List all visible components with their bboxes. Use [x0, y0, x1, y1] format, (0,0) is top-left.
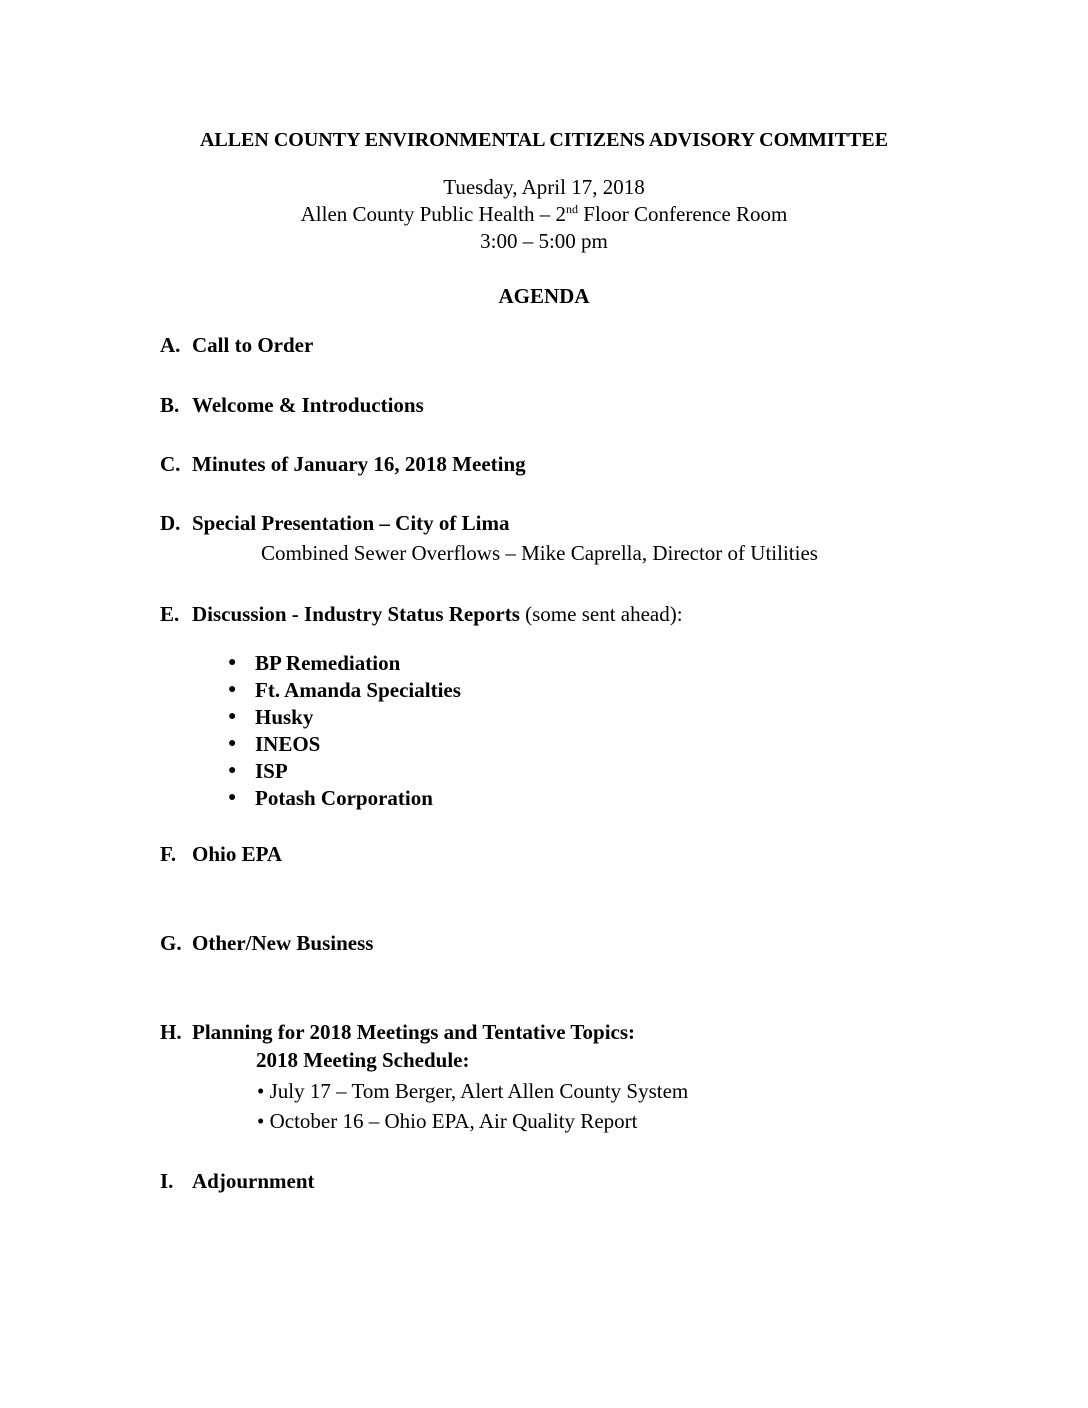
- item-letter: H.: [160, 1020, 182, 1044]
- bullet-text: ISP: [255, 759, 288, 783]
- location-prefix: Allen County Public Health – 2: [300, 202, 567, 226]
- item-letter: C.: [160, 452, 181, 476]
- item-letter: I.: [160, 1169, 174, 1193]
- meeting-time: 3:00 – 5:00 pm: [480, 229, 608, 253]
- item-letter: F.: [160, 842, 177, 866]
- meeting-location: [0, 202, 1088, 227]
- bullet-text: Ft. Amanda Specialties: [255, 678, 461, 702]
- bullet-text: INEOS: [255, 732, 321, 756]
- item-note: (some sent ahead):: [519, 602, 683, 626]
- item-label: [192, 602, 683, 627]
- committee-title: ALLEN COUNTY ENVIRONMENTAL CITIZENS ADVISORY COMMITTEE: [199, 129, 889, 151]
- item-label: Call to Order: [192, 333, 314, 357]
- item-label: Other/New Business: [192, 931, 374, 955]
- bullet-text: Husky: [255, 705, 314, 729]
- item-label: Special Presentation – City of Lima: [192, 511, 510, 535]
- item-letter: G.: [160, 931, 182, 955]
- location-suffix: Floor Conference Room: [578, 202, 788, 226]
- schedule-item: • July 17 – Tom Berger, Alert Allen County System: [257, 1079, 689, 1103]
- item-letter: E.: [160, 602, 180, 626]
- meeting-date: Tuesday, April 17, 2018: [443, 175, 645, 199]
- bullet-icon: ●: [228, 682, 237, 697]
- bullet-icon: ●: [228, 709, 237, 724]
- item-label: Welcome & Introductions: [192, 393, 424, 417]
- bullet-icon: ●: [228, 655, 237, 670]
- bullet-icon: ●: [228, 790, 237, 805]
- schedule-item: • October 16 – Ohio EPA, Air Quality Report: [257, 1109, 638, 1133]
- item-label: Ohio EPA: [192, 842, 283, 866]
- bullet-text: BP Remediation: [255, 651, 401, 675]
- agenda-heading: AGENDA: [498, 284, 590, 308]
- bullet-text: Potash Corporation: [255, 786, 433, 810]
- schedule-heading: 2018 Meeting Schedule:: [256, 1048, 470, 1072]
- bullet-icon: ●: [228, 763, 237, 778]
- item-label: Adjournment: [192, 1169, 315, 1193]
- item-letter: D.: [160, 511, 181, 535]
- location-superscript: nd: [566, 202, 579, 216]
- item-label: Minutes of January 16, 2018 Meeting: [192, 452, 526, 476]
- bullet-icon: ●: [228, 736, 237, 751]
- item-label: Planning for 2018 Meetings and Tentative Topics:: [192, 1020, 636, 1044]
- presentation-detail: Combined Sewer Overflows – Mike Caprella, Director of Utilities: [261, 541, 818, 565]
- item-label-text: Discussion - Industry Status Reports: [192, 602, 520, 626]
- item-letter: B.: [160, 393, 180, 417]
- item-letter: A.: [160, 333, 181, 357]
